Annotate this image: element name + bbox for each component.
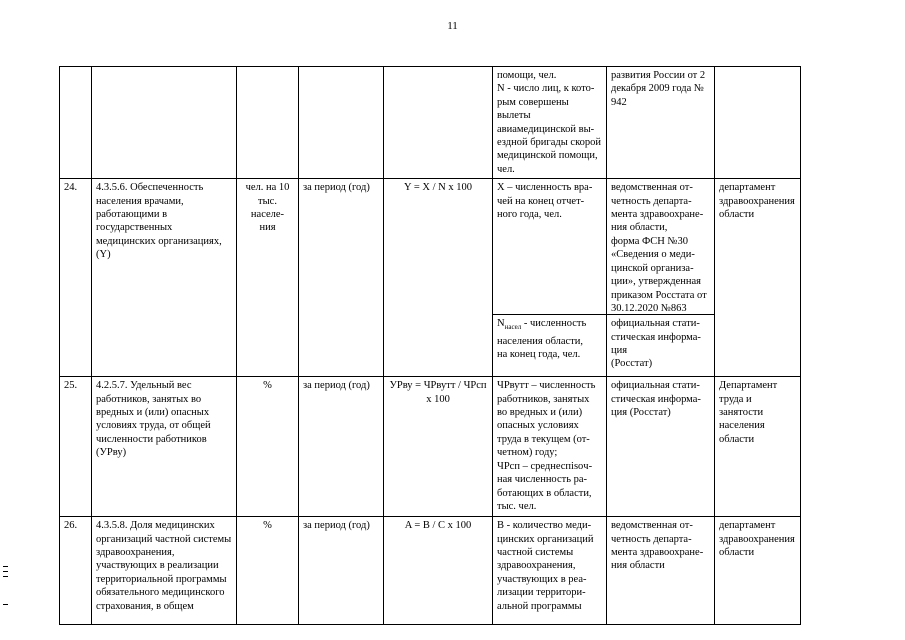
- page-number: 11: [447, 20, 458, 32]
- cell-formula: [384, 67, 493, 179]
- cell-num: [60, 67, 92, 179]
- cell-num: 26.: [60, 517, 92, 625]
- table-row-25: [60, 377, 801, 517]
- cell-formula: Y = X / N x 100: [384, 179, 493, 377]
- table-row-26: [60, 517, 801, 625]
- cell-vars: помощи, чел. N - число лиц, к кото- рым совершены вылеты авиамедицинской вы- ездной бригады скорой медицинской помощи, чел.: [493, 67, 607, 179]
- indicators-table: [59, 66, 801, 625]
- cell-num: 24.: [60, 179, 92, 377]
- cell-source: официальная стати- стическая информа- ция (Росстат): [607, 377, 715, 517]
- var-text: - численность населения области, на конец года, чел.: [497, 318, 587, 361]
- margin-mark: [3, 576, 8, 577]
- cell-vars: ЧРвутт – численность работников, занятых во вредных и (или) опасных условиях труда в текущем (от- четном) году; ЧРсп – среднеспisoч- ная численность ра- ботающих в области, тыс. чел.: [493, 377, 607, 517]
- cell-unit: [237, 67, 299, 179]
- cell-name: 4.2.5.7. Удельный вес работников, занятых во вредных и (или) опасных условиях труда, от общей численности работников (УРву): [92, 377, 237, 517]
- cell-responsible: [715, 67, 801, 179]
- var-symbol: N: [497, 318, 505, 330]
- cell-unit: %: [237, 517, 299, 625]
- cell-period: [299, 67, 384, 179]
- cell-period: за период (год): [299, 517, 384, 625]
- cell-responsible: департамент здравоохранения области: [715, 517, 801, 625]
- cell-num: 25.: [60, 377, 92, 517]
- cell-period: за период (год): [299, 179, 384, 377]
- cell-source: развития России от 2 декабря 2009 года № 942: [607, 67, 715, 179]
- var-subscript: насел: [504, 323, 522, 332]
- margin-mark: [3, 571, 8, 572]
- cell-source: ведомственная от- четность департа- мента здравоохране- ния области: [607, 517, 715, 625]
- table-row-continuation: [60, 67, 801, 179]
- cell-vars: [493, 179, 607, 377]
- margin-mark: [3, 604, 8, 605]
- source-1: ведомственная от- четность департа- мента здравоохране- ния области, форма ФСН №30 «Сведения о меди- цинской организа- ции», утвержденная приказом Росстата от 30.12.2020 №863: [611, 182, 707, 314]
- cell-unit: %: [237, 377, 299, 517]
- var-x-description: X – численность вра- чей на конец отчет- ного года, чел.: [497, 182, 593, 221]
- cell-unit: чел. на 10 тыс. населе- ния: [237, 179, 299, 377]
- cell-formula: A = B / C x 100: [384, 517, 493, 625]
- cell-formula: УРву = ЧРвутт / ЧРсп x 100: [384, 377, 493, 517]
- table-row-24: [60, 179, 801, 377]
- cell-responsible: департамент здравоохранения области: [715, 179, 801, 377]
- cell-name: 4.3.5.6. Обеспеченность населения врачами, работающими в государственных медицинских организациях, (Y): [92, 179, 237, 377]
- var-n-description: [493, 314, 606, 361]
- cell-vars: B - количество меди- цинских организаций частной системы здравоохранения, участвующих в реа- лизации территори- альной программы: [493, 517, 607, 625]
- cell-name: 4.3.5.8. Доля медицинских организаций частной системы здравоохранения, участвующих в реализации территориальной программы обязательного медицинского страхования, в общем: [92, 517, 237, 625]
- margin-mark: [3, 566, 8, 567]
- cell-source: [607, 179, 715, 377]
- source-2: официальная стати- стическая информа- ция (Росстат): [607, 314, 714, 371]
- cell-name: [92, 67, 237, 179]
- cell-responsible: Департамент труда и занятости населения области: [715, 377, 801, 517]
- cell-period: за период (год): [299, 377, 384, 517]
